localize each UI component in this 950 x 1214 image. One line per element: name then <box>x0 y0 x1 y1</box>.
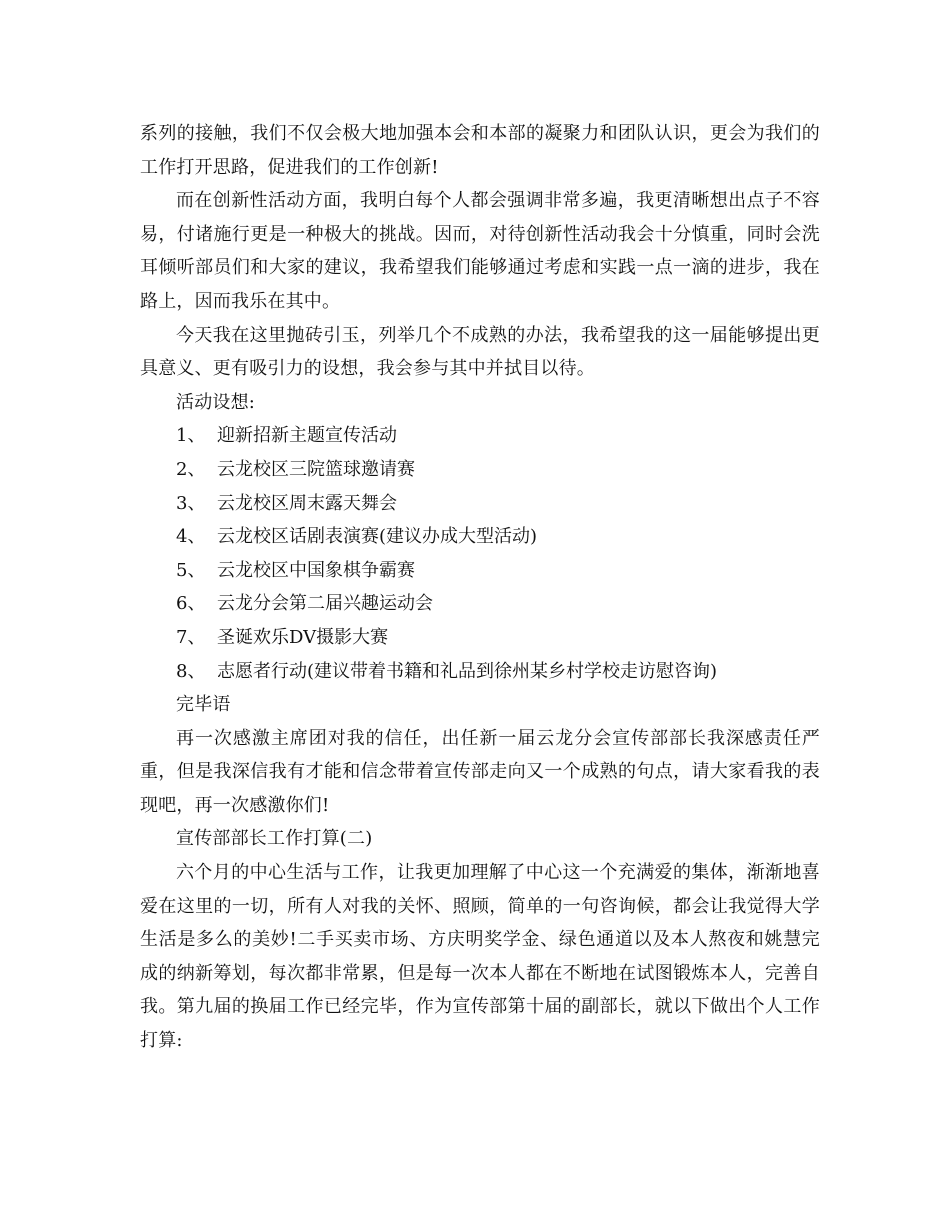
list-item <box>140 487 820 521</box>
document-page <box>140 117 820 1058</box>
list-item-number: 1、 <box>176 425 206 447</box>
list-item-text: 圣诞欢乐DV摄影大赛 <box>217 626 389 648</box>
section-heading-plan-two: 宣传部部长工作打算(二) <box>176 828 373 850</box>
list-item <box>140 419 820 453</box>
list-item-text: 云龙校区三院篮球邀请赛 <box>217 458 415 480</box>
closing-heading: 完毕语 <box>176 694 231 716</box>
list-item-number: 5、 <box>176 559 206 581</box>
list-item <box>140 621 820 655</box>
list-item-text: 迎新招新主题宣传活动 <box>217 425 397 447</box>
paragraph-thanks: 再一次感激主席团对我的信任，出任新一届云龙分会宣传部部长我深感责任严重，但是我深信我有才能和信念带着宣传部走向又一个成熟的句点，请大家看我的表现吧，再一次感激你们! <box>140 727 820 816</box>
list-item-number: 6、 <box>176 593 206 615</box>
list-item-text: 云龙校区话剧表演赛(建议办成大型活动) <box>217 526 538 548</box>
activity-list <box>140 419 820 688</box>
list-item <box>140 453 820 487</box>
list-item-text: 云龙校区中国象棋争霸赛 <box>217 559 415 581</box>
list-item <box>140 655 820 689</box>
paragraph-half-year: 六个月的中心生活与工作，让我更加理解了中心这一个充满爱的集体，渐渐地喜爱在这里的一切，所有人对我的关怀、照顾，简单的一句咨询候，都会让我觉得大学生活是多么的美妙!二手买卖市场、方庆明奖学金、绿色通道以及本人熬夜和姚慧完成的纳新筹划，每次都非常累，但是每一次本人都在不断地在试图锻炼本人，完善自我。第九届的换届工作已经完毕，作为宣传部第十届的副部长，就以下做出个人工作打算: <box>140 862 820 1052</box>
list-item-number: 7、 <box>176 626 206 648</box>
activity-heading: 活动设想: <box>176 391 256 413</box>
list-item-number: 8、 <box>176 660 206 682</box>
list-item-text: 云龙校区周末露天舞会 <box>217 492 397 514</box>
paragraph-proposals: 今天我在这里抛砖引玉，列举几个不成熟的办法，我希望我的这一届能够提出更具意义、更有吸引力的设想，我会参与其中并拭目以待。 <box>140 324 820 380</box>
list-item-number: 3、 <box>176 492 206 514</box>
list-item <box>140 520 820 554</box>
list-item <box>140 587 820 621</box>
paragraph-innovation: 而在创新性活动方面，我明白每个人都会强调非常多遍，我更清晰想出点子不容易，付诸施行更是一种极大的挑战。因而，对待创新性活动我会十分慎重，同时会洗耳倾听部员们和大家的建议，我希望我们能够通过考虑和实践一点一滴的进步，我在路上，因而我乐在其中。 <box>140 190 820 312</box>
list-item-number: 4、 <box>176 526 206 548</box>
list-item-text: 云龙分会第二届兴趣运动会 <box>217 593 433 615</box>
list-item-number: 2、 <box>176 458 206 480</box>
list-item-text: 志愿者行动(建议带着书籍和礼品到徐州某乡村学校走访慰咨询) <box>217 660 718 682</box>
list-item <box>140 554 820 588</box>
paragraph-intro-continuation: 系列的接触，我们不仅会极大地加强本会和本部的凝聚力和团队认识，更会为我们的工作打开思路，促进我们的工作创新! <box>140 123 820 178</box>
